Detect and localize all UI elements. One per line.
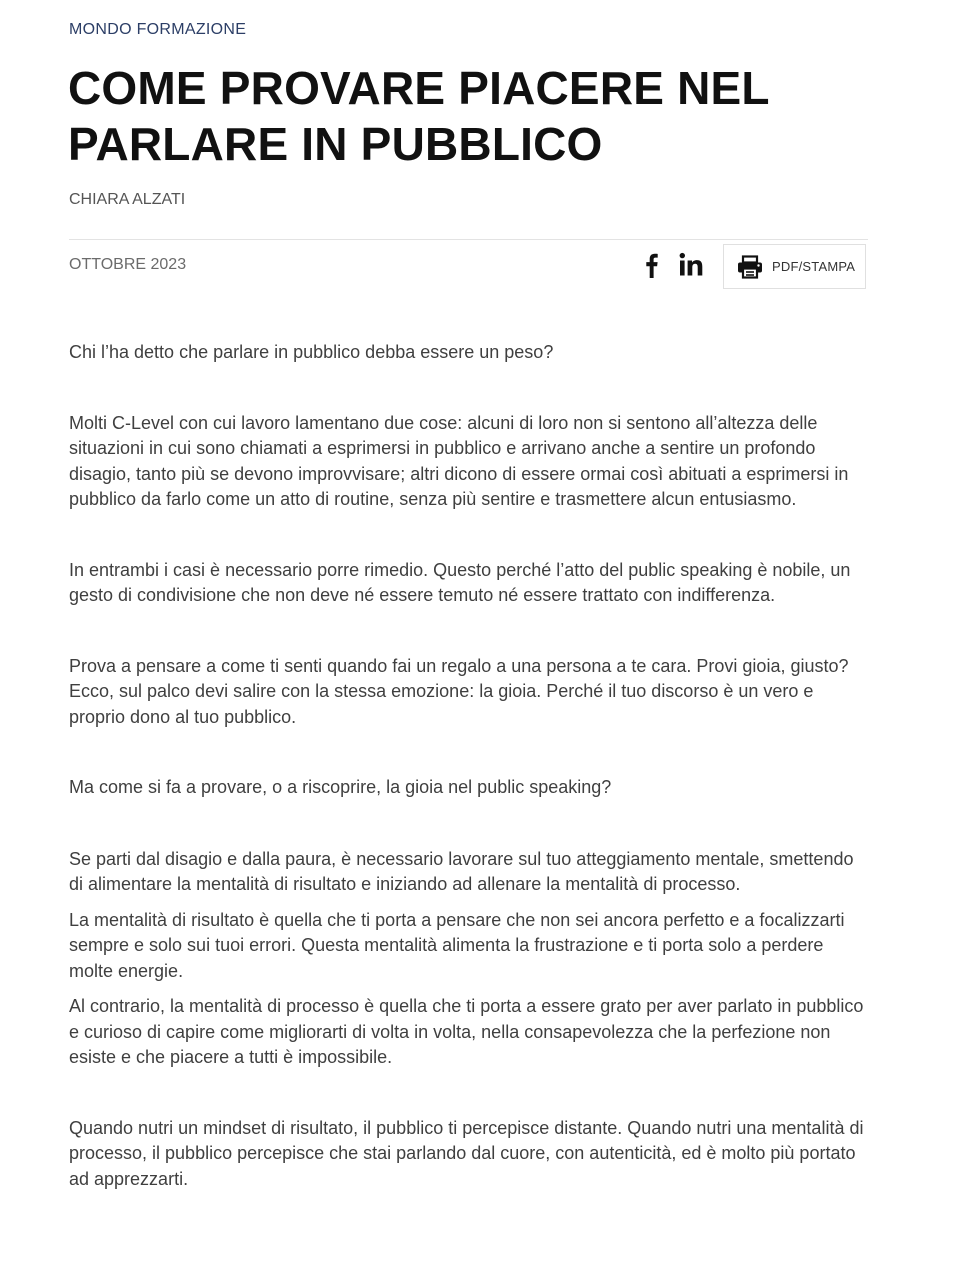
- printer-icon: [736, 255, 764, 279]
- publish-date: OTTOBRE 2023: [69, 256, 187, 273]
- author-name[interactable]: CHIARA ALZATI: [69, 191, 186, 208]
- paragraph: Molti C-Level con cui lavoro lamentano due cose: alcuni di loro non si sentono all’altezza delle situazioni in cui sono chiamati a esprimersi in pubblico e arrivano anche a sentire un profondo disagio, tanto più se devono improvvisare; altri dicono di essere ormai così abituati a esprimersi in pubblico da farlo come un atto di routine, senza più sentire e trasmettere alcun entusiasmo.: [69, 412, 849, 509]
- paragraph: La mentalità di risultato è quella che ti porta a pensare che non sei ancora perfetto e a focalizzarti sempre e solo sui tuoi errori. Questa mentalità alimenta la frustrazione e ti porta solo a perdere molte energie.: [69, 909, 845, 981]
- paragraph: Al contrario, la mentalità di processo è quella che ti porta a essere grato per aver parlato in pubblico e curioso di capire come migliorarti di volta in volta, nella consapevolezza che la perfezione non esiste e che piacere a tutti è impossibile.: [69, 996, 864, 1067]
- facebook-icon: [640, 252, 662, 278]
- divider: [69, 239, 868, 240]
- paragraph: In entrambi i casi è necessario porre rimedio. Questo perché l’atto del public speaking è nobile, un gesto di condivisione che non deve né essere temuto né essere trattato con indifferenza.: [69, 559, 851, 605]
- linkedin-share-button[interactable]: [678, 252, 704, 278]
- pdf-print-button[interactable]: [723, 244, 866, 289]
- paragraph: Se parti dal disagio e dalla paura, è necessario lavorare sul tuo atteggiamento mentale, smettendo di alimentare la mentalità di risultato e iniziando ad allenare la mentalità di processo.: [69, 848, 854, 894]
- article-title: COME PROVARE PIACERE NEL PARLARE IN PUBBLICO: [68, 62, 769, 170]
- category-label[interactable]: MONDO FORMAZIONE: [69, 21, 247, 38]
- paragraph: Ma come si fa a provare, o a riscoprire, la gioia nel public speaking?: [69, 777, 612, 797]
- paragraph: Quando nutri un mindset di risultato, il pubblico ti percepisce distante. Quando nutri una mentalità di processo, il pubblico percepisce che stai parlando dal cuore, con autenticità, ed è molto più portato ad apprezzarti.: [69, 1117, 864, 1189]
- facebook-share-button[interactable]: [640, 252, 662, 278]
- paragraph: Chi l’ha detto che parlare in pubblico debba essere un peso?: [69, 342, 554, 362]
- linkedin-icon: [678, 252, 704, 278]
- paragraph: Prova a pensare a come ti senti quando fai un regalo a una persona a te cara. Provi gioia, giusto? Ecco, sul palco devi salire con la stessa emozione: la gioia. Perché il tuo discorso è un vero e proprio dono al tuo pubblico.: [69, 655, 849, 727]
- print-button-label: PDF/STAMPA: [772, 259, 856, 274]
- article-body: [69, 340, 869, 1192]
